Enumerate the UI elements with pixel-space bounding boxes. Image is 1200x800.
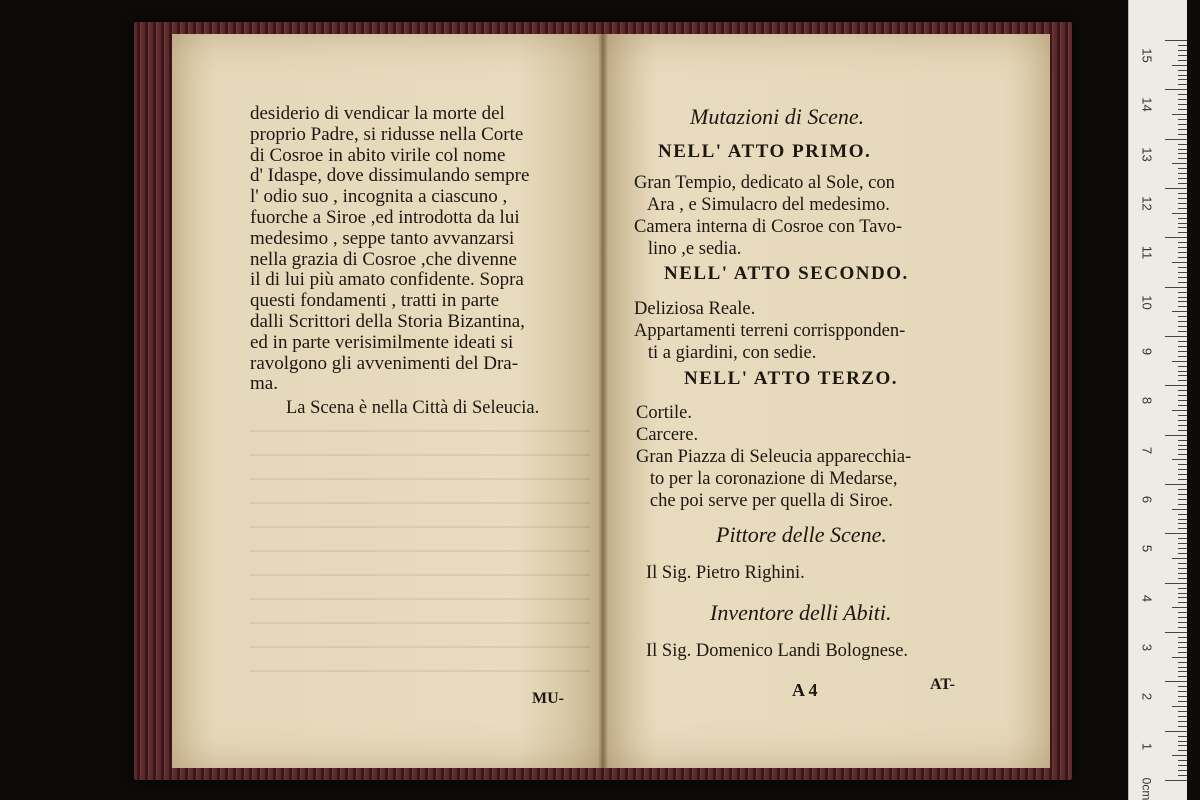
ruler-tick [1178,568,1187,569]
ruler-tick [1178,523,1187,524]
act2-heading: NELL' ATTO SECONDO. [664,263,909,284]
ruler-tick [1178,449,1187,450]
ruler-tick [1178,563,1187,564]
ruler-tick [1178,667,1187,668]
ruler-tick [1178,622,1187,623]
ruler-tick [1178,676,1187,677]
ruler-tick [1165,780,1187,781]
ruler-tick [1178,464,1187,465]
ruler-tick [1178,390,1187,391]
ruler-tick [1178,158,1187,159]
ruler-tick [1178,149,1187,150]
left-page-line: questi fondamenti , tratti in parte [250,290,500,312]
ruler-number: 5 [1139,545,1155,553]
ruler-tick [1178,479,1187,480]
scene-line: Cortile. [636,403,693,423]
ruler-tick [1178,301,1187,302]
ruler-tick [1178,662,1187,663]
ruler-tick [1178,341,1187,342]
ruler-tick [1178,55,1187,56]
left-page-line: ma. [250,373,278,395]
ruler-number: 2 [1139,693,1155,701]
ruler-tick [1178,242,1187,243]
costume-designer-name: Il Sig. Domenico Landi Bolognese. [646,641,909,661]
ruler-tick [1178,129,1187,130]
ruler-tick [1165,435,1187,436]
ruler-tick [1178,691,1187,692]
ruler-tick [1178,602,1187,603]
ruler-tick [1178,440,1187,441]
ruler-tick [1178,218,1187,219]
ruler-tick [1178,277,1187,278]
ruler-tick [1165,89,1187,90]
ruler-tick [1178,745,1187,746]
ruler-tick [1178,104,1187,105]
ruler-tick [1178,326,1187,327]
ruler-tick [1178,726,1187,727]
ruler-tick [1172,459,1187,460]
ruler-tick [1178,405,1187,406]
ruler-tick [1178,612,1187,613]
ruler-tick [1178,203,1187,204]
book-gutter [598,34,608,768]
ruler-tick [1178,208,1187,209]
ruler-tick [1178,469,1187,470]
ruler-tick [1178,75,1187,76]
left-page-line: il di lui più amato confidente. Sopra [250,269,524,291]
ruler-tick [1165,583,1187,584]
ruler-tick [1178,282,1187,283]
ruler-tick [1178,519,1187,520]
ruler-tick [1178,504,1187,505]
ruler-tick [1165,40,1187,41]
left-page-line: di Cosroe in abito virile col nome [250,144,506,166]
ruler-tick [1178,701,1187,702]
ruler-tick [1178,252,1187,253]
ruler-tick [1178,553,1187,554]
ruler-tick [1178,173,1187,174]
left-page-line: desiderio di vendicar la morte del [250,103,505,124]
ruler-tick [1178,257,1187,258]
ruler-tick [1172,65,1187,66]
ruler-tick [1178,371,1187,372]
scene-line: che poi serve per quella di Siroe. [636,491,893,511]
ruler-unit-label: 0cm [1139,777,1154,800]
ruler-tick [1178,637,1187,638]
ruler-number: 3 [1139,643,1155,652]
ruler-tick [1178,50,1187,51]
ruler-tick [1178,736,1187,737]
ruler-number: 13 [1139,146,1155,162]
ruler-tick [1178,70,1187,71]
act1-scenes [634,172,902,260]
ruler-tick [1178,750,1187,751]
measurement-ruler [1128,0,1187,800]
scene-line: ti a giardini, con sedie. [634,343,817,363]
ruler-tick [1172,163,1187,164]
left-page-line: l' odio suo , incognita a ciascuno , [250,186,508,208]
ruler-number: 6 [1139,495,1155,504]
ruler-tick [1178,346,1187,347]
ruler-tick [1178,356,1187,357]
ruler-tick [1178,474,1187,475]
ruler-tick [1178,400,1187,401]
ruler-tick [1165,237,1187,238]
ruler-tick [1178,316,1187,317]
ruler-tick [1178,351,1187,352]
ruler-tick [1178,45,1187,46]
act1-heading: NELL' ATTO PRIMO. [658,141,872,162]
left-page-line: ravolgono gli avvenimenti del Dra- [250,352,519,374]
ruler-tick [1178,711,1187,712]
ruler-tick [1178,775,1187,776]
ruler-tick [1178,232,1187,233]
left-page-line: proprio Padre, si ridusse nella Corte [250,123,524,145]
bleed-through-texture [250,430,590,680]
ruler-tick [1178,489,1187,490]
ruler-tick [1178,454,1187,455]
left-catchword: MU- [532,690,564,707]
signature-mark: A 4 [792,680,818,700]
scene-line: Carcere. [636,425,699,445]
ruler-tick [1165,287,1187,288]
ruler-tick [1178,652,1187,653]
ruler-tick [1178,543,1187,544]
ruler-tick [1178,272,1187,273]
ruler-tick [1165,188,1187,189]
ruler-tick [1178,573,1187,574]
ruler-tick [1178,760,1187,761]
ruler-tick [1178,109,1187,110]
left-page-line: d' Idaspe, dove dissimulando sempre [250,165,530,187]
ruler-tick [1178,445,1187,446]
scene-line: to per la coronazione di Medarse, [636,469,898,489]
ruler-tick [1178,168,1187,169]
ruler-tick [1178,321,1187,322]
ruler-tick [1172,311,1187,312]
ruler-tick [1172,361,1187,362]
right-catchword: AT- [930,676,955,693]
scene-line: Ara , e Simulacro del medesimo. [634,195,890,215]
ruler-tick [1178,617,1187,618]
ruler-tick [1178,306,1187,307]
ruler-tick [1178,597,1187,598]
ruler-tick [1178,721,1187,722]
ruler-number: 1 [1139,742,1155,750]
ruler-tick [1178,578,1187,579]
ruler-number: 9 [1139,347,1155,356]
ruler-tick [1178,538,1187,539]
act2-scenes [634,298,905,364]
ruler-tick [1178,247,1187,248]
ruler-tick [1178,94,1187,95]
ruler-tick [1178,153,1187,154]
act3-heading: NELL' ATTO TERZO. [684,368,898,389]
ruler-tick [1178,514,1187,515]
ruler-tick [1178,686,1187,687]
ruler-tick [1178,642,1187,643]
ruler-tick [1172,410,1187,411]
ruler-number: 12 [1139,196,1155,211]
ruler-tick [1178,366,1187,367]
ruler-tick [1172,755,1187,756]
ruler-tick [1178,741,1187,742]
ruler-tick [1165,632,1187,633]
ruler-tick [1178,223,1187,224]
ruler-tick [1178,593,1187,594]
ruler-number: 7 [1139,446,1155,454]
ruler-tick [1178,716,1187,717]
ruler-tick [1165,731,1187,732]
ruler-tick [1178,227,1187,228]
ruler-tick [1178,119,1187,120]
act3-scenes [636,402,911,512]
ruler-number: 14 [1139,97,1155,113]
left-page-line: fuorche a Siroe ,ed introdotta da lui [250,206,520,228]
ruler-tick [1178,297,1187,298]
ruler-tick [1178,770,1187,771]
ruler-tick [1178,415,1187,416]
ruler-tick [1178,60,1187,61]
scene-line: Gran Piazza di Seleucia apparecchia- [636,447,912,467]
ruler-tick [1178,380,1187,381]
left-page-line: ed in parte verisimilmente ideati si [250,331,514,353]
ruler-tick [1178,198,1187,199]
ruler-tick [1178,494,1187,495]
ruler-tick [1165,681,1187,682]
scene-line: Camera interna di Cosroe con Tavo- [634,217,903,237]
ruler-tick [1172,509,1187,510]
ruler-tick [1178,647,1187,648]
ruler-tick [1178,183,1187,184]
ruler-tick [1172,114,1187,115]
ruler-tick [1178,375,1187,376]
ruler-tick [1178,193,1187,194]
ruler-tick [1178,124,1187,125]
ruler-tick [1178,292,1187,293]
scene-line: Gran Tempio, dedicato al Sole, con [634,173,895,193]
ruler-tick [1178,267,1187,268]
ruler-tick [1178,425,1187,426]
left-page-line: dalli Scrittori della Storia Bizantina, [250,310,525,332]
ruler-tick [1172,262,1187,263]
ruler-tick [1178,696,1187,697]
left-page-line: nella grazia di Cosroe ,che divenne [250,248,517,270]
ruler-tick [1178,671,1187,672]
ruler-tick [1178,627,1187,628]
left-page-text-block [250,104,590,395]
ruler-tick [1178,144,1187,145]
ruler-tick [1178,548,1187,549]
painter-heading: Pittore delle Scene. [716,522,887,547]
ruler-tick [1172,607,1187,608]
ruler-tick [1178,331,1187,332]
scene-line: Deliziosa Reale. [634,299,756,319]
scene-changes-title: Mutazioni di Scene. [690,104,865,129]
costume-heading: Inventore delli Abiti. [710,600,892,625]
ruler-tick [1178,499,1187,500]
ruler-tick [1178,430,1187,431]
ruler-number: 4 [1139,594,1155,602]
ruler-tick [1178,420,1187,421]
ruler-tick [1178,765,1187,766]
ruler-tick [1178,99,1187,100]
ruler-tick [1165,139,1187,140]
ruler-tick [1165,385,1187,386]
ruler-tick [1165,533,1187,534]
ruler-tick [1172,558,1187,559]
ruler-tick [1172,213,1187,214]
scene-location-line: La Scena è nella Città di Seleucia. [286,398,540,418]
ruler-tick [1178,84,1187,85]
ruler-tick [1178,134,1187,135]
ruler-tick [1178,178,1187,179]
ruler-tick [1178,588,1187,589]
painter-name: Il Sig. Pietro Righini. [646,563,805,583]
ruler-number: 8 [1139,397,1155,405]
ruler-tick [1165,336,1187,337]
left-page-line: medesimo , seppe tanto avvanzarsi [250,227,515,249]
ruler-number: 11 [1139,246,1155,260]
ruler-tick [1178,79,1187,80]
ruler-tick [1172,657,1187,658]
ruler-tick [1172,706,1187,707]
scene-line: Appartamenti terreni corrispponden- [634,321,906,341]
scene-line: lino ,e sedia. [634,239,742,259]
ruler-tick [1178,395,1187,396]
ruler-tick [1178,528,1187,529]
ruler-tick [1165,484,1187,485]
ruler-number: 10 [1139,294,1155,310]
ruler-number: 15 [1139,48,1155,63]
